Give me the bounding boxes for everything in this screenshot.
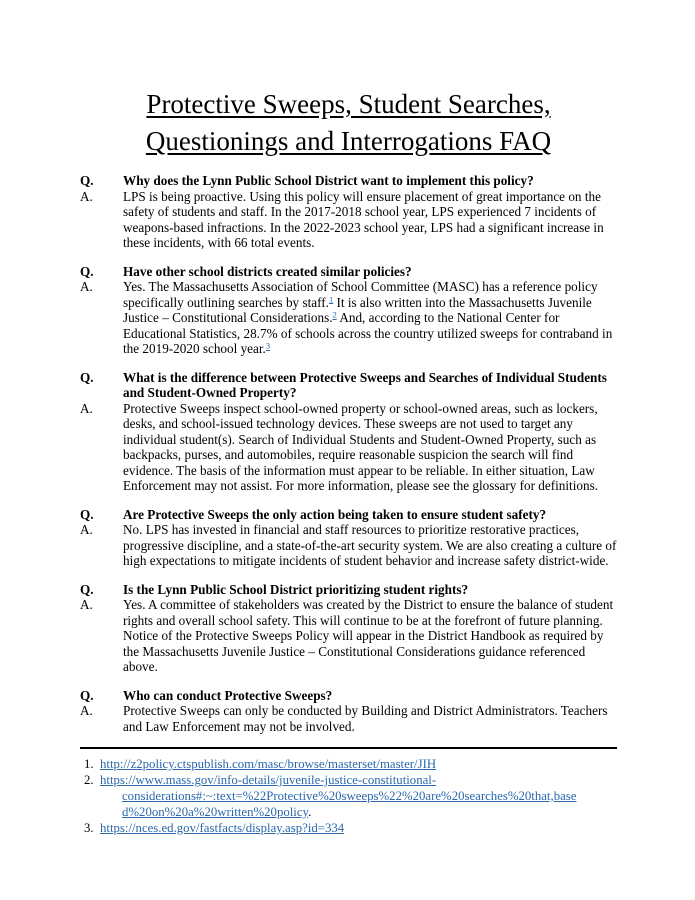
question-label: Q. <box>80 506 94 522</box>
question-text: Who can conduct Protective Sweeps? <box>123 687 333 703</box>
qa-section-5 <box>80 582 617 675</box>
answer-text-part: And, according to the National Center for Educational Statistics, 28.7% of schools across the country utilized sweeps for contraband in the 2019-2020 school year. <box>123 310 613 356</box>
footnote-ref-2[interactable]: 2 <box>332 309 337 320</box>
qa-section-6 <box>80 688 617 735</box>
answer-label: A. <box>80 279 93 294</box>
answer-label: A. <box>80 703 93 718</box>
question-label: Q. <box>80 263 94 279</box>
question-text: Is the Lynn Public School District prioritizing student rights? <box>123 581 469 597</box>
question-row <box>80 688 617 704</box>
answer-text: Protective Sweeps can only be conducted by Building and District Administrators. Teachers and Law Enforcement may not be involved. <box>123 703 608 734</box>
question-label: Q. <box>80 369 94 385</box>
footnote-item-1 <box>84 756 617 772</box>
answer-row <box>80 703 617 734</box>
footnote-number: 2. <box>84 773 94 787</box>
footnote-item-2 <box>84 772 617 820</box>
footnote-text <box>100 772 617 820</box>
footnote-ref-1[interactable]: 1 <box>328 294 334 304</box>
footnote-text <box>100 820 617 836</box>
footnote-suffix: . <box>308 805 312 819</box>
question-text: Why does the Lynn Public School District want to implement this policy? <box>123 173 534 188</box>
footnote-ref-3[interactable]: 3 <box>265 340 271 351</box>
footnote-link-line: considerations#:~:text=%22Protective%20sweeps%22%20are%20searches%20that,base <box>122 789 577 803</box>
answer-row <box>80 189 617 251</box>
answer-row <box>80 401 617 494</box>
footnote-number: 1. <box>84 757 94 771</box>
qa-section-2 <box>80 264 617 357</box>
question-row <box>80 582 617 598</box>
footnote-number: 3. <box>84 821 94 835</box>
footnote-link-2[interactable] <box>100 773 576 819</box>
answer-text: No. LPS has invested in financial and staff resources to prioritize restorative practices, progressive discipline, and a state-of-the-art security system. We are also creating a culture of high expectations to mitigate incidents of student behavior and increase safety district-wide. <box>123 522 617 568</box>
answer-text-part: It is also written into the Massachusetts Juvenile Justice – Constitutional Considerations. <box>123 294 592 325</box>
document-title <box>80 86 617 160</box>
footnote-link-1[interactable]: http://z2policy.ctspublish.com/masc/browse/masterset/master/JIH <box>100 757 437 771</box>
footnote-list <box>84 756 617 836</box>
question-text: Have other school districts created similar policies? <box>123 263 412 279</box>
footnote-separator <box>80 747 617 749</box>
footnote-link-line: d%20on%20a%20written%20policy <box>122 805 309 819</box>
question-label: Q. <box>80 581 94 597</box>
answer-row <box>80 597 617 675</box>
footnote-link-3[interactable]: https://nces.ed.gov/fastfacts/display.asp?id=334 <box>100 821 345 835</box>
answer-text-part: Yes. The Massachusetts Association of School Committee (MASC) has a reference policy specifically outlining searches by staff. <box>123 279 598 310</box>
qa-section-3 <box>80 370 617 494</box>
question-text: Are Protective Sweeps the only action being taken to ensure student safety? <box>123 506 547 522</box>
question-label: Q. <box>80 173 94 188</box>
title-line-1: Protective Sweeps, Student Searches, <box>146 89 551 119</box>
qa-section-4 <box>80 507 617 569</box>
answer-label: A. <box>80 188 93 204</box>
answer-text <box>123 279 617 357</box>
question-text: What is the difference between Protective Sweeps and Searches of Individual Students and Student-Owned Property? <box>123 369 607 400</box>
answer-row <box>80 279 617 357</box>
qa-section-1 <box>80 173 617 251</box>
answer-label: A. <box>80 400 93 416</box>
answer-row <box>80 522 617 569</box>
question-row <box>80 173 617 189</box>
title-line-2: Questionings and Interrogations FAQ <box>145 126 552 156</box>
question-row <box>80 264 617 280</box>
question-row <box>80 507 617 523</box>
footnote-link-line: https://www.mass.gov/info-details/juvenile-justice-constitutional- <box>100 773 437 787</box>
answer-text: Yes. A committee of stakeholders was created by the District to ensure the balance of student rights and overall school safety. This will continue to be at the forefront of future planning. Notice of the Protective Sweeps Policy will appear in the District Handbook as required by the Massachusetts Juvenile Justice – Constitutional Considerations guidance referenced above. <box>123 597 614 674</box>
question-label: Q. <box>80 687 94 703</box>
faq-list <box>80 173 617 734</box>
answer-label: A. <box>80 522 93 537</box>
footnote-item-3 <box>84 820 617 836</box>
answer-label: A. <box>80 597 93 612</box>
question-row <box>80 370 617 401</box>
answer-text: Protective Sweeps inspect school-owned property or school-owned areas, such as lockers, desks, and school-issued technology devices. These sweeps are not used to target any individual student(s). Search of Individual Students and Student-Owned Property, such as backpacks, purses, and automobiles, require reasonable suspicion the search will find evidence. The basis of the information must appear to be reliable. In either situation, Law Enforcement may not assist. For more information, please see the glossary for definitions. <box>123 400 599 493</box>
footnote-text <box>100 756 617 772</box>
answer-text: LPS is being proactive. Using this policy will ensure placement of great importance on the safety of students and staff. In the 2017-2018 school year, LPS experienced 7 incidents of weapons-based infractions. In the 2022-2023 school year, LPS had a significant increase in these incidents, with 66 total events. <box>123 188 604 250</box>
